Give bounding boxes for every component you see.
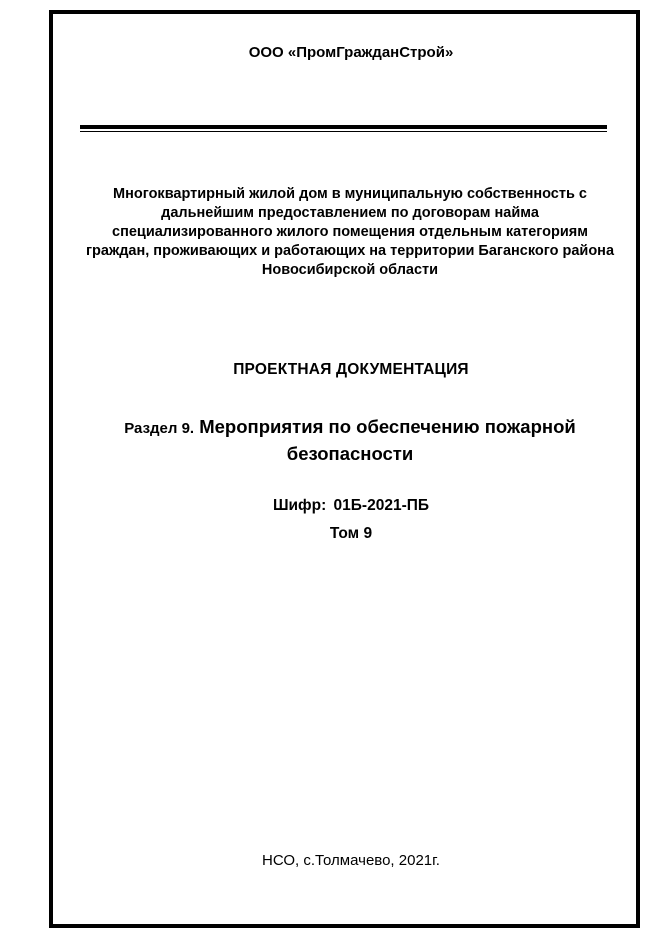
volume-number: Том 9 [329, 525, 373, 542]
header-divider-thick [80, 125, 607, 129]
document-cipher: Шифр: 01Б-2021-ПБ [272, 497, 430, 514]
header-divider-thin [80, 131, 607, 132]
company-name: ООО «ПромГражданСтрой» [248, 44, 454, 61]
place-and-year: НСО, с.Толмачево, 2021г. [262, 852, 440, 869]
section-number: Раздел 9. [124, 420, 195, 437]
section-heading [80, 414, 620, 466]
section-title: Мероприятия по обеспечению пожарной безопасности [199, 416, 576, 464]
document-type: ПРОЕКТНАЯ ДОКУМЕНТАЦИЯ [233, 361, 469, 378]
page-border-frame [49, 10, 640, 928]
project-title: Многоквартирный жилой дом в муниципальную собственность с дальнейшим предоставлением по договорам найма специализированного жилого помещения отдельным категориям граждан, проживающих и работающих на территории Баганского района Новосибирской области [85, 186, 615, 278]
